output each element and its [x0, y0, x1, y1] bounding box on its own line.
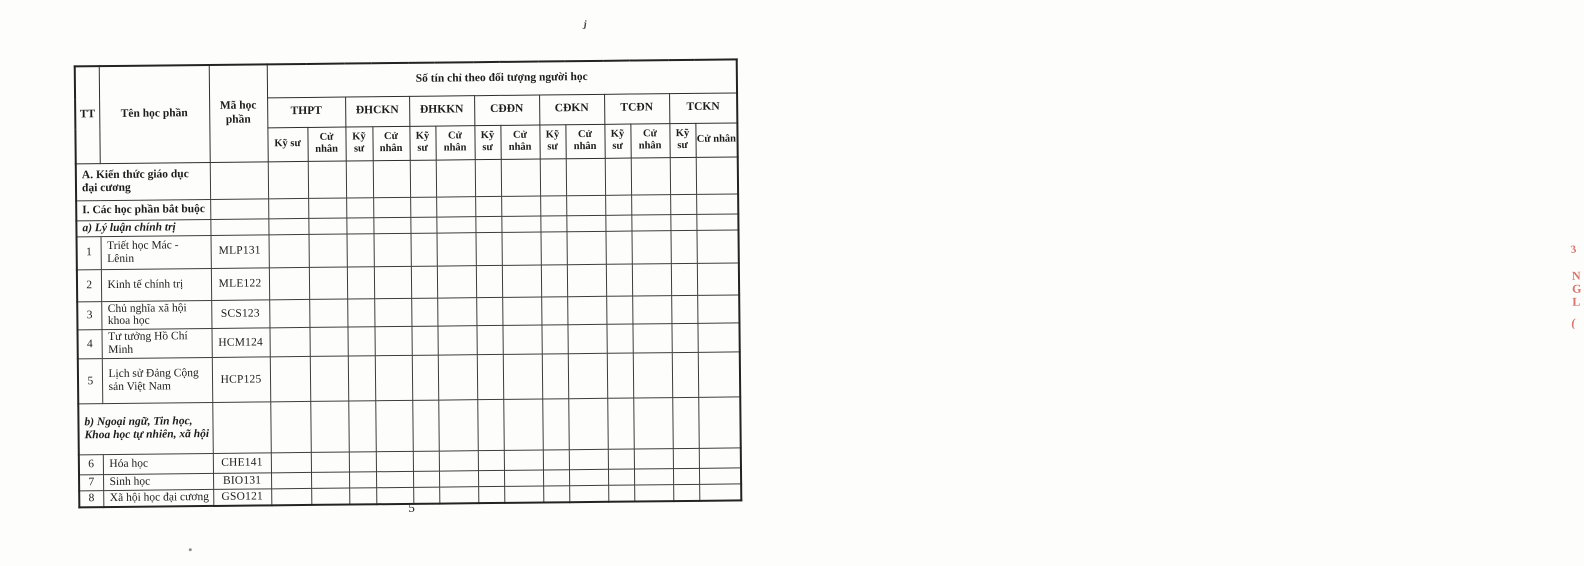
credit-cell-empty — [308, 161, 346, 198]
credit-cell-empty — [608, 485, 634, 502]
credit-cell-empty — [503, 354, 542, 399]
credit-cell-empty — [270, 401, 311, 452]
credit-cell-empty — [437, 297, 476, 326]
credit-cell-empty — [671, 324, 697, 353]
credit-cell-empty — [268, 218, 308, 234]
credit-cell-empty — [309, 234, 347, 267]
credit-cell-empty — [413, 451, 439, 471]
credit-cell-empty — [606, 264, 632, 296]
sub-header-bachelor: Cử nhân — [565, 124, 604, 158]
credit-cell-empty — [633, 398, 673, 449]
credit-cell-empty — [540, 195, 566, 215]
course-code-cell: SCS123 — [211, 299, 269, 328]
credit-cell-empty — [269, 234, 309, 267]
credit-cell-empty — [309, 299, 347, 328]
course-name-cell: Hóa học — [103, 453, 213, 474]
credit-cell-empty — [634, 485, 673, 502]
credit-cell-empty — [476, 326, 502, 355]
credit-cell-empty — [346, 197, 373, 217]
credit-cell-empty — [413, 487, 439, 504]
credit-cell-empty — [475, 216, 501, 232]
credit-cell-empty — [271, 488, 311, 505]
credit-cell-empty — [699, 448, 741, 468]
sub-header-engineer: Kỹ sư — [267, 127, 307, 161]
credit-cell-empty — [697, 323, 739, 352]
credit-cell-empty — [566, 215, 605, 231]
course-name-cell: Sinh học — [103, 473, 213, 490]
credit-cell-empty — [673, 448, 699, 468]
credit-cell-empty — [375, 400, 413, 451]
credit-cell-empty — [376, 471, 413, 487]
credit-cell-empty — [476, 297, 502, 326]
row-number-cell: 7 — [79, 475, 103, 491]
credit-cell-empty — [310, 401, 349, 452]
row-number-cell: 6 — [79, 455, 103, 475]
subsection-row-label: a) Lý luận chính trị — [76, 219, 210, 236]
credit-cell-empty — [631, 157, 670, 194]
credit-cell-empty — [543, 486, 569, 503]
credit-cell-empty — [410, 217, 436, 233]
credit-cell-empty — [670, 230, 696, 263]
table-row — [78, 397, 741, 455]
credit-cell-empty — [608, 449, 634, 469]
credit-cell-empty — [670, 214, 696, 230]
credit-cell-empty — [540, 215, 566, 231]
credit-cell-empty — [697, 262, 740, 294]
pen-mark: j — [582, 18, 588, 31]
credit-cell-empty — [410, 160, 436, 197]
credit-cell-empty — [374, 327, 411, 356]
page-number: 5 — [408, 499, 415, 515]
credit-cell-empty — [437, 326, 476, 355]
credit-cell-empty — [436, 216, 475, 232]
course-name-cell: Lịch sử Đảng Cộng sản Việt Nam — [102, 357, 212, 403]
credit-cell-empty — [271, 452, 311, 472]
course-code-cell — [212, 402, 271, 454]
credit-cell-empty — [501, 232, 540, 265]
credit-cell-empty — [410, 197, 436, 217]
credit-cell-empty — [436, 196, 475, 216]
credit-cell-empty — [606, 296, 632, 325]
credit-cell-empty — [411, 266, 437, 298]
credit-cell-empty — [605, 215, 631, 231]
credit-cell-empty — [348, 356, 375, 401]
group-header-thpt: THPT — [267, 97, 345, 128]
credit-cell-empty — [311, 472, 349, 488]
col-header-course-name: Tên học phần — [99, 65, 210, 163]
credit-cell-empty — [698, 352, 741, 397]
credit-cell-empty — [670, 194, 696, 214]
group-header-cdkn: CĐKN — [539, 94, 604, 125]
credit-cell-empty — [308, 198, 346, 218]
credit-cell-empty — [437, 265, 476, 297]
credit-cell-empty — [567, 325, 606, 354]
credit-cell-empty — [311, 452, 349, 472]
credit-cell-empty — [671, 295, 697, 324]
credit-cell-empty — [347, 327, 374, 356]
credit-cell-empty — [348, 401, 376, 452]
credit-cell-empty — [436, 159, 475, 196]
credit-cell-empty — [410, 233, 436, 266]
credit-cell-empty — [271, 472, 311, 488]
credit-cell-empty — [501, 196, 540, 216]
credit-cell-empty — [310, 356, 348, 401]
red-ink-fragment: 3 — [1569, 243, 1578, 257]
credit-cell-empty — [439, 471, 478, 487]
credit-cell-empty — [673, 468, 699, 484]
credit-cell-empty — [477, 399, 504, 450]
credit-cell-empty — [503, 399, 543, 450]
group-header-dhckn: ĐHCKN — [345, 96, 409, 127]
credit-cell-empty — [540, 158, 566, 195]
credit-cell-empty — [412, 355, 438, 400]
course-code-cell: HCM124 — [211, 328, 269, 357]
credits-table — [74, 58, 743, 508]
course-code-cell: HCP125 — [212, 357, 270, 403]
credit-cell-empty — [504, 486, 543, 503]
sub-header-bachelor: Cử nhân — [695, 122, 738, 156]
credit-cell-empty — [349, 472, 376, 488]
credit-cell-empty — [438, 355, 477, 400]
credit-cell-empty — [268, 198, 308, 218]
credit-cell-empty — [347, 298, 374, 327]
course-code-cell — [210, 161, 268, 199]
credit-cell-empty — [501, 216, 540, 232]
credit-cell-empty — [632, 263, 671, 295]
credit-cell-empty — [541, 296, 567, 325]
credit-cell-empty — [697, 294, 739, 323]
sub-header-engineer: Kỹ sư — [409, 126, 435, 160]
credit-cell-empty — [568, 398, 608, 449]
credit-cell-empty — [269, 267, 309, 299]
credit-cell-empty — [375, 355, 412, 400]
credit-cell-empty — [569, 485, 608, 502]
course-name-cell: Kinh tế chính trị — [101, 268, 211, 301]
credit-cell-empty — [696, 213, 738, 229]
sub-header-engineer: Kỹ sư — [604, 124, 630, 158]
credit-cell-empty — [567, 264, 606, 296]
credit-cell-empty — [309, 327, 347, 356]
credit-cell-empty — [634, 449, 673, 469]
credit-cell-empty — [542, 399, 569, 450]
credit-cell-empty — [566, 158, 605, 195]
sub-header-bachelor: Cử nhân — [630, 123, 669, 157]
row-number-cell: 8 — [79, 490, 103, 507]
row-number-cell: 2 — [77, 269, 101, 301]
credit-cell-empty — [346, 217, 373, 233]
credit-cell-empty — [566, 195, 605, 215]
credit-cell-empty — [567, 296, 606, 325]
credit-cell-empty — [696, 229, 739, 262]
group-header-cddn: CĐĐN — [474, 95, 539, 126]
credit-cell-empty — [475, 232, 501, 265]
credit-cell-empty — [308, 218, 346, 234]
course-code-cell — [210, 218, 268, 235]
credit-cell-empty — [501, 159, 540, 196]
credit-cell-empty — [478, 450, 504, 470]
credit-cell-empty — [542, 354, 568, 399]
credit-cell-empty — [373, 233, 410, 266]
credit-cell-empty — [699, 484, 741, 501]
sub-header-engineer: Kỹ sư — [539, 124, 565, 158]
credit-cell-empty — [436, 232, 475, 265]
credit-cell-empty — [698, 397, 741, 448]
credit-cell-empty — [699, 468, 741, 484]
section-row-label: I. Các học phần bắt buộc — [76, 199, 210, 220]
credit-cell-empty — [376, 451, 413, 471]
course-name-cell: Xã hội học đại cương — [103, 489, 213, 507]
credit-cell-empty — [411, 298, 437, 327]
course-code-cell — [210, 198, 268, 219]
sub-header-bachelor: Cử nhân — [372, 126, 409, 160]
red-ink-fragment: ( — [1570, 315, 1577, 330]
credit-cell-empty — [373, 160, 410, 197]
credit-cell-empty — [632, 295, 671, 324]
credit-cell-empty — [633, 353, 672, 398]
credit-cell-empty — [347, 233, 374, 266]
sub-header-engineer: Kỹ sư — [669, 123, 695, 157]
subsection-row-label: b) Ngoại ngữ, Tin học, Khoa học tự nhiên, xã hội — [78, 402, 213, 454]
credit-cell-empty — [631, 214, 670, 230]
course-code-cell: BIO131 — [213, 473, 271, 489]
credit-cell-empty — [349, 452, 376, 472]
sub-header-engineer: Kỹ sư — [474, 125, 500, 159]
course-code-cell: CHE141 — [213, 453, 271, 474]
course-code-cell: MLP131 — [211, 234, 269, 268]
credit-cell-empty — [608, 469, 634, 485]
group-header-tcdn: TCĐN — [604, 93, 669, 124]
credit-cell-empty — [696, 156, 739, 193]
credit-cell-empty — [413, 471, 439, 487]
section-row-label: A. Kiến thức giáo dục đại cương — [76, 162, 210, 200]
credit-cell-empty — [566, 231, 605, 264]
row-number-cell: 4 — [77, 330, 101, 359]
col-header-tt: TT — [75, 66, 100, 163]
credit-cell-empty — [504, 470, 543, 486]
credit-cell-empty — [477, 354, 503, 399]
credit-cell-empty — [268, 161, 308, 198]
credit-cell-empty — [673, 484, 699, 501]
credit-cell-empty — [475, 196, 501, 216]
credit-cell-empty — [672, 352, 698, 397]
credit-cell-empty — [632, 324, 671, 353]
sub-header-engineer: Kỹ sư — [345, 126, 372, 160]
credit-cell-empty — [269, 299, 309, 328]
credit-cell-empty — [309, 267, 347, 299]
credit-cell-empty — [504, 450, 543, 470]
red-ink-fragment: N — [1571, 268, 1581, 283]
credit-cell-empty — [569, 449, 608, 469]
credit-cell-empty — [311, 488, 349, 505]
credit-cell-empty — [373, 217, 410, 233]
credit-cell-empty — [502, 297, 541, 326]
credit-cell-empty — [269, 328, 309, 357]
row-number-cell: 3 — [77, 301, 101, 330]
course-code-cell: GSO121 — [213, 489, 271, 507]
credit-cell-empty — [696, 193, 738, 213]
credit-cell-empty — [412, 400, 439, 451]
credit-cell-empty — [605, 195, 631, 215]
credit-cell-empty — [476, 265, 502, 297]
red-ink-fragment: L — [1572, 294, 1581, 309]
credit-cell-empty — [605, 158, 631, 195]
credit-cell-empty — [502, 325, 541, 354]
credit-cell-empty — [541, 264, 567, 296]
course-name-cell: Tư tưởng Hồ Chí Minh — [101, 329, 211, 359]
scan-speck — [189, 548, 192, 551]
credit-cell-empty — [540, 231, 566, 264]
credit-cell-empty — [374, 266, 411, 298]
credit-cell-empty — [270, 356, 310, 401]
credit-cell-empty — [502, 265, 541, 297]
credit-cell-empty — [631, 230, 670, 263]
credit-cell-empty — [439, 451, 478, 471]
col-header-course-code: Mã học phần — [209, 64, 268, 162]
course-name-cell: Triết học Mác - Lênin — [101, 235, 211, 269]
credit-cell-empty — [439, 487, 478, 504]
row-number-cell: 5 — [78, 359, 102, 404]
sub-header-bachelor: Cử nhân — [435, 125, 474, 159]
credit-cell-empty — [541, 325, 567, 354]
credit-cell-empty — [411, 326, 437, 355]
group-header-tckn: TCKN — [669, 92, 737, 123]
credit-cell-empty — [374, 298, 411, 327]
credit-cell-empty — [373, 197, 410, 217]
credit-cell-empty — [607, 353, 633, 398]
credit-cell-empty — [347, 266, 374, 298]
credit-cell-empty — [349, 488, 376, 505]
course-code-cell: MLE122 — [211, 267, 269, 300]
table-row — [78, 352, 741, 404]
credit-cell-empty — [543, 470, 569, 486]
credit-cell-empty — [606, 324, 632, 353]
credit-cell-empty — [605, 231, 631, 264]
row-number-cell: 1 — [77, 236, 101, 269]
credit-cell-empty — [478, 470, 504, 486]
sub-header-bachelor: Cử nhân — [500, 125, 539, 159]
credit-cell-empty — [569, 469, 608, 485]
credit-cell-empty — [543, 450, 569, 470]
credit-cell-empty — [631, 194, 670, 214]
credit-cell-empty — [670, 157, 696, 194]
group-header-dhkkn: ĐHKKN — [409, 95, 474, 126]
credit-cell-empty — [568, 353, 607, 398]
sub-header-bachelor: Cử nhân — [307, 127, 345, 161]
credit-cell-empty — [475, 159, 501, 196]
credit-cell-empty — [478, 486, 504, 503]
course-name-cell: Chủ nghĩa xã hội khoa học — [101, 300, 211, 330]
credit-cell-empty — [671, 263, 697, 295]
credit-cell-empty — [607, 398, 634, 449]
credit-cell-empty — [634, 469, 673, 485]
credit-cell-empty — [438, 400, 478, 451]
col-header-credits-title: Số tín chỉ theo đối tượng người học — [267, 59, 737, 97]
red-ink-fragment: G — [1572, 281, 1582, 296]
credit-cell-empty — [346, 160, 373, 197]
credit-cell-empty — [672, 397, 699, 448]
